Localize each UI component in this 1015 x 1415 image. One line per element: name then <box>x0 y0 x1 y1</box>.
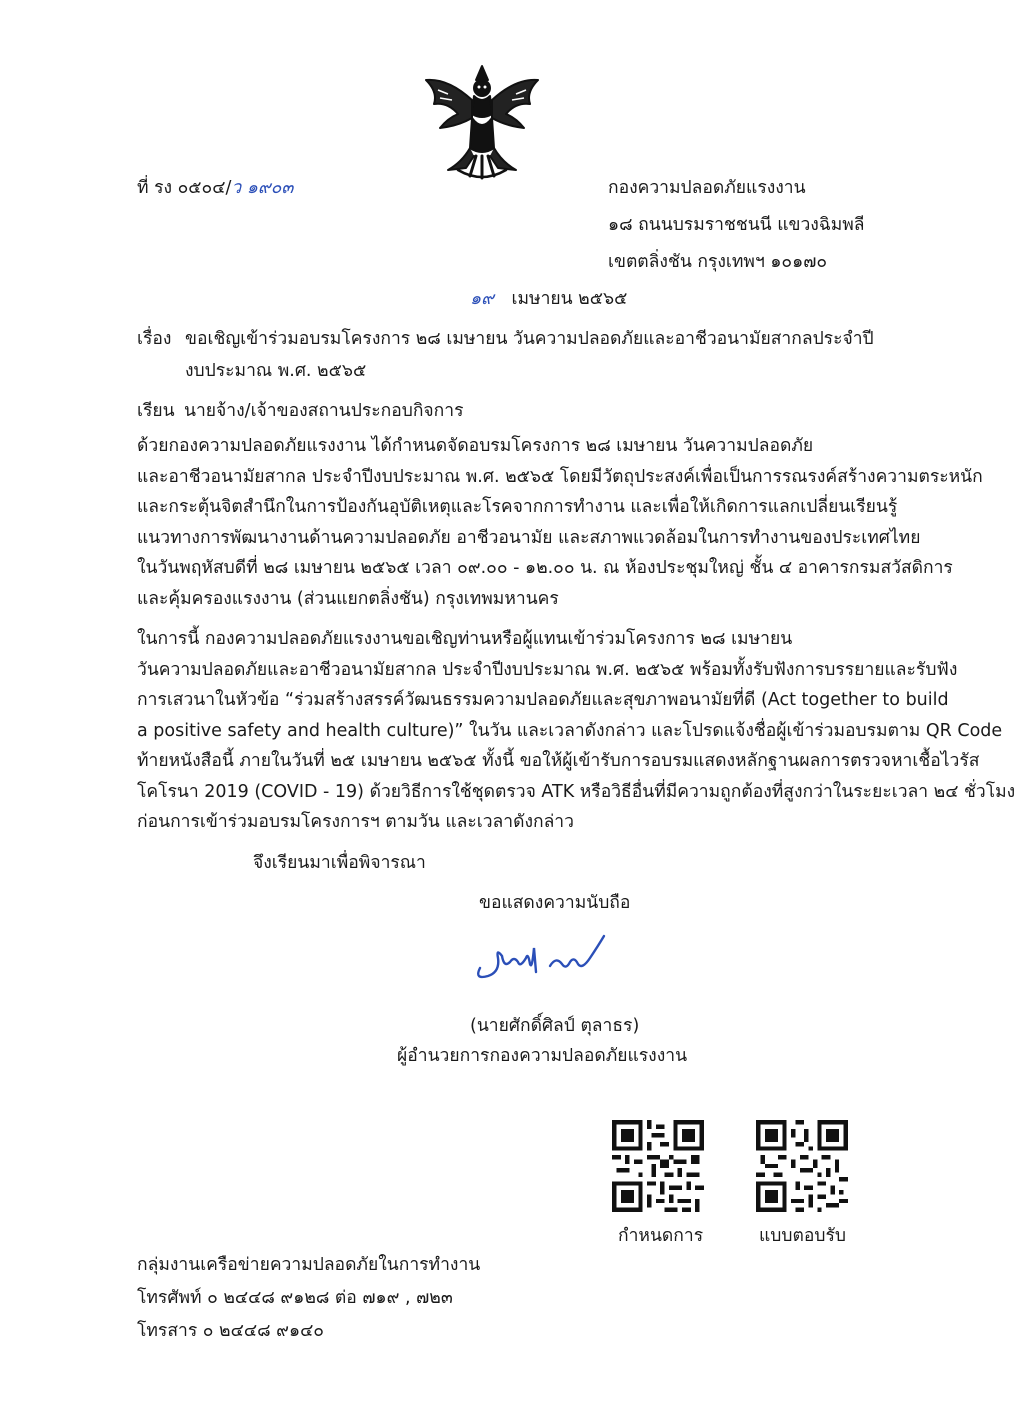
addressee-text: นายจ้าง/เจ้าของสถานประกอบกิจการ <box>184 401 464 421</box>
subject-line-1: ขอเชิญเข้าร่วมอบรมโครงการ ๒๘ เมษายน วันความปลอดภัยและอาชีวอนามัยสากลประจำปี <box>185 329 874 349</box>
signatory-position: ผู้อำนวยการกองความปลอดภัยแรงงาน <box>397 1046 688 1066</box>
signatory-name: (นายศักดิ์ศิลป์ ตุลาธร) <box>470 1016 640 1036</box>
qr-label-schedule: กำหนดการ <box>618 1226 704 1246</box>
addressee-label: เรียน <box>137 401 175 421</box>
paragraph-line: ก่อนการเข้าร่วมอบรมโครงการฯ ตามวัน และเวลาดังกล่าว <box>137 812 574 832</box>
date-month-year: เมษายน ๒๕๖๕ <box>511 289 628 309</box>
subject-line-2: งบประมาณ พ.ศ. ๒๕๖๕ <box>185 361 367 381</box>
paragraph-line: ด้วยกองความปลอดภัยแรงงาน ได้กำหนดจัดอบรมโครงการ ๒๘ เมษายน วันความปลอดภัย <box>137 436 814 456</box>
contact-footer <box>137 1252 480 1351</box>
paragraph-line: ในวันพฤหัสบดีที่ ๒๘ เมษายน ๒๕๖๕ เวลา ๐๙.๐๐ - ๑๒.๐๐ น. ณ ห้องประชุมใหญ่ ชั้น ๔ อาคารกรมสวัสดิการ <box>137 558 953 578</box>
paragraph-line: a positive safety and health culture)” ในวัน และเวลาดังกล่าว และโปรดแจ้งชื่อผู้เข้าร่วมอบรมตาม QR Code <box>137 720 1003 741</box>
letter-date <box>470 286 627 312</box>
subject-text <box>185 326 874 390</box>
reference-prefix: ที่ รง ๐๕๐๔/ <box>137 178 232 198</box>
paragraph-line: ในการนี้ กองความปลอดภัยแรงงานขอเชิญท่านหรือผู้แทนเข้าร่วมโครงการ ๒๘ เมษายน <box>137 629 793 649</box>
qr-code-response-form[interactable] <box>756 1120 848 1212</box>
paragraph-line: และคุ้มครองแรงงาน (ส่วนแยกตลิ่งชัน) กรุงเทพมหานคร <box>137 588 559 609</box>
reference-number <box>137 175 293 201</box>
qr-code-schedule[interactable] <box>612 1120 704 1212</box>
closing-regards: ขอแสดงความนับถือ <box>479 893 631 913</box>
closing-request: จึงเรียนมาเพื่อพิจารณา <box>253 853 426 873</box>
body-paragraph-2 <box>137 626 1015 840</box>
body-paragraph-1 <box>137 433 983 616</box>
contact-fax: โทรสาร ๐ ๒๔๔๘ ๙๑๔๐ <box>137 1321 324 1341</box>
paragraph-line: ท้ายหนังสือนี้ ภายในวันที่ ๒๕ เมษายน ๒๕๖๕ ทั้งนี้ ขอให้ผู้เข้ารับการอบรมแสดงหลักฐานผลการตรวจหาเชื้อไวรัส <box>137 751 980 771</box>
contact-unit: กลุ่มงานเครือข่ายความปลอดภัยในการทำงาน <box>137 1255 481 1275</box>
organization-name: กองความปลอดภัยแรงงาน <box>608 178 806 198</box>
paragraph-line: โคโรนา 2019 (COVID - 19) ด้วยวิธีการใช้ชุดตรวจ ATK หรือวิธีอื่นที่มีความถูกต้องที่สูงกว่าในระยะเวลา ๒๔ ชั่วโมง <box>137 781 1015 802</box>
paragraph-line: และกระตุ้นจิตสำนึกในการป้องกันอุบัติเหตุและโรคจากการทำงาน และเพื่อให้เกิดการแลกเปลี่ยนเรียนรู้ <box>137 497 898 517</box>
address-line-1: ๑๘ ถนนบรมราชชนนี แขวงฉิมพลี <box>608 215 865 235</box>
qr-label-response-form: แบบตอบรับ <box>759 1226 846 1246</box>
paragraph-line: การเสวนาในหัวข้อ “ร่วมสร้างสรรค์วัฒนธรรมความปลอดภัยและสุขภาพอนามัยที่ดี (Act together to build <box>137 690 949 710</box>
paragraph-line: และอาชีวอนามัยสากล ประจำปีงบประมาณ พ.ศ. ๒๕๖๕ โดยมีวัตถุประสงค์เพื่อเป็นการรณรงค์สร้างความตระหนัก <box>137 466 983 487</box>
paragraph-line: วันความปลอดภัยและอาชีวอนามัยสากล ประจำปีงบประมาณ พ.ศ. ๒๕๖๕ พร้อมทั้งรับฟังการบรรยายและรับฟัง <box>137 659 958 680</box>
contact-phone: โทรศัพท์ ๐ ๒๔๔๘ ๙๑๒๘ ต่อ ๗๑๙ , ๗๒๓ <box>137 1288 453 1308</box>
organization-address <box>608 175 865 286</box>
address-line-2: เขตตลิ่งชัน กรุงเทพฯ ๑๐๑๗๐ <box>608 252 828 272</box>
date-day: ๑๙ <box>470 289 494 309</box>
paragraph-line: แนวทางการพัฒนางานด้านความปลอดภัย อาชีวอนามัย และสภาพแวดล้อมในการทำงานของประเทศไทย <box>137 527 921 548</box>
reference-handwritten-number: ว ๑๙๐๓ <box>231 178 294 198</box>
handwritten-signature <box>470 928 610 984</box>
garuda-emblem-icon <box>418 58 546 186</box>
subject-label: เรื่อง <box>137 329 172 349</box>
